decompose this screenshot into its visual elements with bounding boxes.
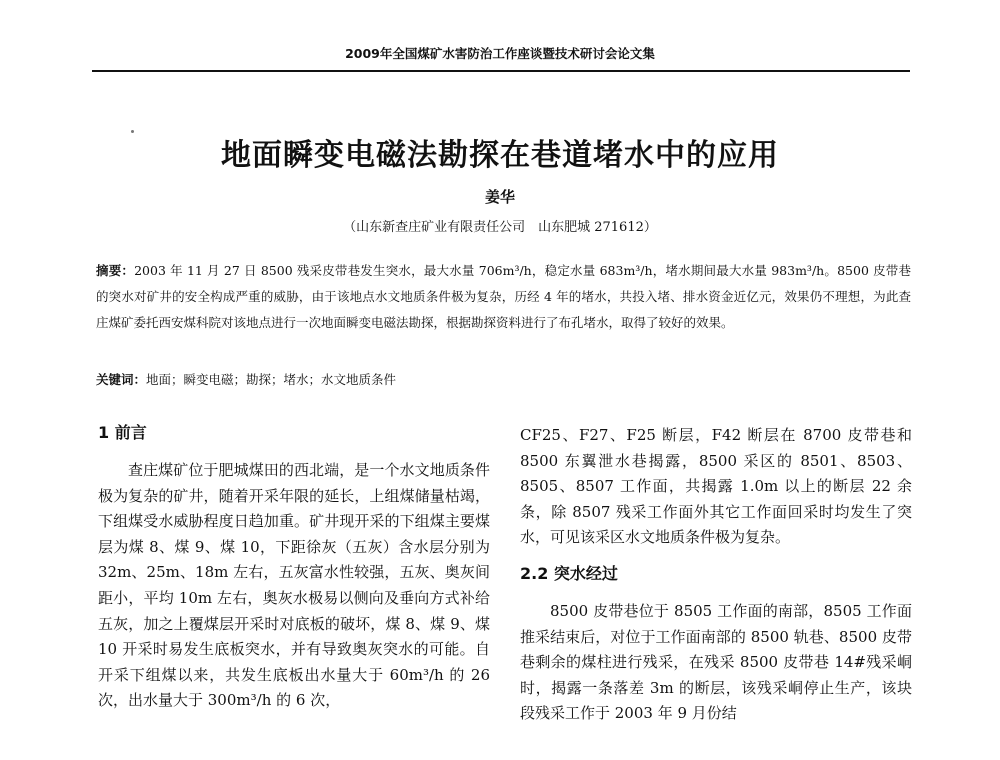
water-inrush-paragraph: 8500 皮带巷位于 8505 工作面的南部，8505 工作面推采结束后，对位于工作面南部的 8500 轨巷、8500 皮带巷剩余的煤柱进行残采，在残采 8500 皮带巷 14#残采峒时，揭露一条落差 3m 的断层，该残采峒停止生产，该块段残采工作于 2003 年 9 月份结	[520, 601, 912, 723]
abstract-text: 2003 年 11 月 27 日 8500 残采皮带巷发生突水，最大水量 706m³/h，稳定水量 683m³/h，堵水期间最大水量 983m³/h。8500 皮带巷的突水对矿井的安全构成严重的威胁，由于该地点水文地质条件极为复杂，历经 4 年的堵水，共投入堵、排水资金近亿元，效果仍不理想，为此查庄煤矿委托西安煤科院对该地点进行一次地面瞬变电磁法勘探，根据勘探资料进行了布孔堵水，取得了较好的效果。	[96, 263, 911, 330]
running-header: 2009年全国煤矿水害防治工作座谈暨技术研讨会论文集	[345, 46, 655, 61]
abstract	[96, 258, 911, 336]
keywords	[96, 369, 911, 391]
continuation-paragraph: CF25、F27、F25 断层，F42 断层在 8700 皮带巷和 8500 东翼泄水巷揭露，8500 采区的 8501、8503、8505、8507 工作面，共揭露 1.0m 以上的断层 22 余条，除 8507 残采工作面外其它工作面回采时均发生了突水，可见该采区水文地质条件极为复杂。	[520, 426, 912, 547]
introduction-paragraph: 查庄煤矿位于肥城煤田的西北端，是一个水文地质条件极为复杂的矿井，随着开采年限的延长，上组煤储量枯竭，下组煤受水威胁程度日趋加重。矿井现开采的下组煤主要煤层为煤 8、煤 9、煤 10，下距徐灰（五灰）含水层分别为 32m、25m、18m 左右，五灰富水性较强，五灰、奥灰间距小，平均 10m 左右，奥灰水极易以侧向及垂向方式补给五灰，加之上覆煤层开采时对底板的破坏，煤 8、煤 9、煤 10 开采时易发生底板突水，并有导致奥灰突水的可能。自开采下组煤以来，共发生底板出水量大于 60m³/h 的 26 次，出水量大于 300m³/h 的 6 次，	[98, 461, 490, 710]
section-heading-introduction: 1 前言	[98, 423, 147, 442]
abstract-label: 摘要：	[96, 263, 135, 278]
section-heading-water-inrush: 2.2 突水经过	[520, 563, 618, 583]
author-name: 姜华	[484, 188, 515, 206]
left-column	[98, 418, 490, 714]
article-title: 地面瞬变电磁法勘探在巷道堵水中的应用	[221, 138, 779, 173]
keywords-text: 地面；瞬变电磁；勘探；堵水；水文地质条件	[146, 372, 397, 387]
author-affiliation: （山东新查庄矿业有限责任公司 山东肥城 271612）	[343, 220, 657, 235]
keywords-label: 关键词：	[96, 372, 147, 387]
header-rule	[92, 70, 910, 72]
right-column	[520, 423, 912, 727]
